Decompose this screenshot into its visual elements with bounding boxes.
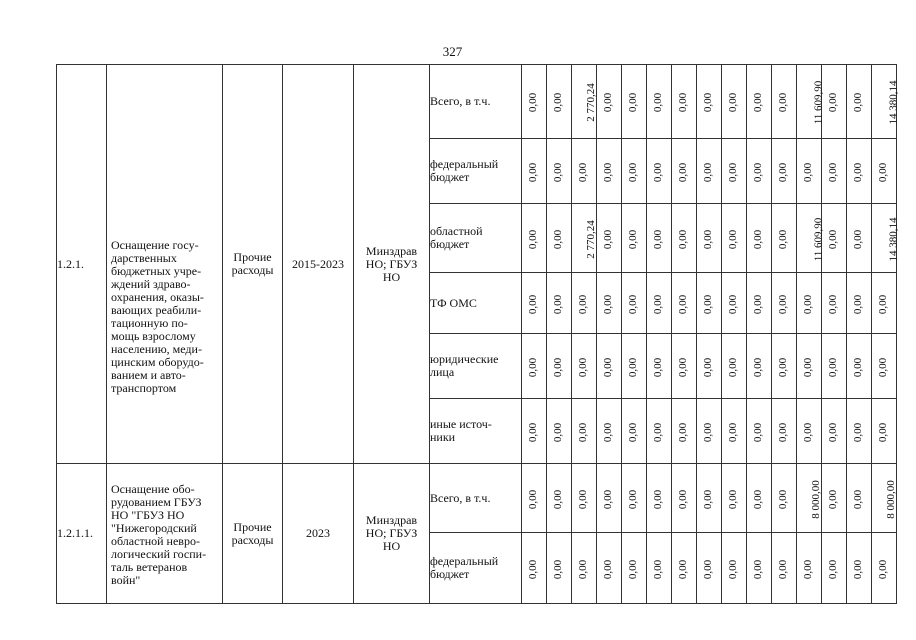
page-number: 327 (442, 44, 463, 59)
value-text: 0,00 (727, 559, 740, 579)
value-cell (522, 139, 547, 204)
value-text: 11 609,90 (812, 80, 825, 125)
value-text: 0,00 (827, 559, 840, 579)
value-text: 0,00 (627, 422, 640, 442)
value-cell (722, 533, 747, 604)
value-text: 0,00 (527, 489, 540, 509)
value-text: 0,00 (727, 422, 740, 442)
value-cell (672, 139, 697, 204)
value-text: 0,00 (852, 92, 865, 113)
value-cell (572, 334, 597, 399)
value-cell (797, 464, 822, 533)
value-text: 0,00 (802, 559, 815, 579)
value-cell (572, 533, 597, 604)
value-cell (747, 334, 772, 399)
value-text: 0,00 (802, 357, 815, 377)
value-text: 0,00 (552, 92, 565, 113)
value-text: 0,00 (527, 162, 540, 182)
value-text: 0,00 (777, 162, 790, 182)
funding-source-text: иные источ- ники (430, 417, 492, 444)
value-text: 14 380,14 (887, 217, 900, 261)
value-cell (797, 533, 822, 604)
value-text: 0,00 (777, 559, 790, 579)
value-cell (522, 334, 547, 399)
value-cell (722, 334, 747, 399)
value-cell (647, 533, 672, 604)
period-text: 2015-2023 (292, 256, 344, 271)
value-cell (847, 204, 872, 273)
value-cell (647, 399, 672, 464)
value-text: 0,00 (652, 229, 665, 249)
value-text: 0,00 (652, 559, 665, 579)
expense-type-text: Прочие расходы (231, 519, 274, 547)
value-cell (772, 533, 797, 604)
value-cell (672, 533, 697, 604)
expense-type (223, 464, 283, 604)
value-cell (522, 464, 547, 533)
value-cell (622, 65, 647, 139)
row-description-text: Оснащение обо- рудованием ГБУЗ НО "ГБУЗ НО "Нижегородский областной невро- логический госпи- таль ветеранов войн" (111, 482, 207, 587)
value-text: 0,00 (777, 229, 790, 249)
value-cell (822, 533, 847, 604)
funding-source (430, 204, 522, 273)
value-cell (872, 464, 897, 533)
value-text: 0,00 (827, 294, 840, 314)
value-text: 0,00 (777, 92, 790, 113)
value-cell (697, 273, 722, 334)
value-cell (597, 204, 622, 273)
value-text: 0,00 (727, 229, 740, 249)
value-cell (597, 273, 622, 334)
value-cell (572, 273, 597, 334)
period (283, 464, 354, 604)
value-text: 0,00 (777, 489, 790, 509)
executor (354, 65, 430, 464)
value-text: 0,00 (627, 357, 640, 377)
funding-source-text: федеральный бюджет (430, 554, 499, 581)
value-text: 0,00 (552, 294, 565, 314)
value-text: 0,00 (752, 92, 765, 113)
value-text: 0,00 (852, 357, 865, 377)
value-cell (547, 139, 572, 204)
value-cell (822, 139, 847, 204)
value-cell (572, 65, 597, 139)
value-cell (697, 204, 722, 273)
value-text: 0,00 (677, 422, 690, 442)
funding-source (430, 399, 522, 464)
value-text: 0,00 (602, 489, 615, 509)
value-text: 0,00 (677, 162, 690, 182)
value-text: 0,00 (677, 357, 690, 377)
value-text: 0,00 (602, 92, 615, 113)
value-cell (622, 139, 647, 204)
value-text: 0,00 (577, 559, 590, 579)
value-cell (572, 204, 597, 273)
value-cell (672, 65, 697, 139)
value-text: 0,00 (827, 422, 840, 442)
value-cell (822, 65, 847, 139)
value-cell (872, 399, 897, 464)
value-text: 0,00 (652, 357, 665, 377)
value-cell (572, 399, 597, 464)
value-cell (622, 533, 647, 604)
value-cell (847, 139, 872, 204)
funding-source-text: ТФ ОМС (430, 295, 477, 310)
value-cell (772, 334, 797, 399)
value-cell (547, 533, 572, 604)
value-cell (547, 273, 572, 334)
value-text: 0,00 (827, 162, 840, 182)
value-cell (747, 273, 772, 334)
value-text: 0,00 (627, 92, 640, 113)
value-text: 0,00 (827, 489, 840, 509)
value-text: 0,00 (777, 422, 790, 442)
value-cell (697, 139, 722, 204)
row-description (107, 65, 223, 464)
value-text: 0,00 (552, 357, 565, 377)
executor (354, 464, 430, 604)
value-cell (747, 399, 772, 464)
budget-table (56, 64, 900, 604)
value-cell (597, 399, 622, 464)
value-text: 0,00 (802, 162, 815, 182)
value-cell (797, 273, 822, 334)
value-text: 0,00 (727, 162, 740, 182)
value-cell (672, 334, 697, 399)
value-cell (522, 204, 547, 273)
value-text: 0,00 (777, 357, 790, 377)
value-cell (547, 399, 572, 464)
value-cell (672, 273, 697, 334)
value-text: 8 000,00 (809, 479, 822, 519)
value-text: 0,00 (852, 294, 865, 314)
value-text: 0,00 (552, 422, 565, 442)
value-cell (572, 139, 597, 204)
value-text: 8 000,00 (884, 479, 897, 519)
value-cell (647, 139, 672, 204)
value-cell (797, 334, 822, 399)
value-text: 0,00 (702, 357, 715, 377)
period (283, 65, 354, 464)
value-cell (872, 533, 897, 604)
value-text: 0,00 (852, 489, 865, 509)
value-cell (847, 334, 872, 399)
value-cell (797, 399, 822, 464)
value-text: 0,00 (602, 422, 615, 442)
value-cell (772, 273, 797, 334)
funding-source (430, 334, 522, 399)
row-description-text: Оснащение госу- дарственных бюджетных учре- ждений здраво- охранения, оказы- вающих реабили- тационную по- мощь взрослому населению, меди- цинским оборудо- ванием и авто- транспортом (111, 237, 204, 395)
value-text: 0,00 (602, 162, 615, 182)
value-cell (647, 273, 672, 334)
value-cell (722, 464, 747, 533)
value-cell (822, 273, 847, 334)
value-cell (747, 464, 772, 533)
value-cell (722, 399, 747, 464)
value-text: 0,00 (802, 294, 815, 314)
value-cell (797, 139, 822, 204)
funding-source-text: юридические лица (430, 352, 499, 379)
value-text: 0,00 (602, 229, 615, 249)
value-text: 0,00 (652, 489, 665, 509)
value-cell (547, 204, 572, 273)
row-code (57, 65, 107, 464)
value-text: 0,00 (527, 422, 540, 442)
value-text: 0,00 (752, 162, 765, 182)
value-cell (622, 464, 647, 533)
value-text: 0,00 (652, 92, 665, 113)
value-text: 0,00 (627, 294, 640, 314)
value-text: 0,00 (727, 92, 740, 113)
value-text: 0,00 (552, 162, 565, 182)
value-cell (697, 533, 722, 604)
value-cell (647, 334, 672, 399)
value-text: 0,00 (577, 357, 590, 377)
value-cell (847, 464, 872, 533)
value-text: 0,00 (877, 294, 890, 314)
value-cell (522, 65, 547, 139)
table-body (57, 65, 900, 604)
value-text: 0,00 (877, 357, 890, 377)
value-text: 0,00 (702, 229, 715, 249)
value-text: 0,00 (727, 294, 740, 314)
value-cell (797, 204, 825, 273)
value-cell (772, 139, 797, 204)
value-cell (847, 533, 872, 604)
value-cell (672, 204, 697, 273)
value-cell (622, 273, 647, 334)
value-text: 0,00 (602, 559, 615, 579)
value-text: 0,00 (752, 229, 765, 249)
value-text: 0,00 (727, 489, 740, 509)
value-cell (547, 334, 572, 399)
value-text: 0,00 (652, 294, 665, 314)
value-text: 0,00 (702, 162, 715, 182)
value-cell (722, 65, 747, 139)
value-text: 0,00 (627, 489, 640, 509)
value-cell (772, 399, 797, 464)
value-cell (522, 273, 547, 334)
value-text: 0,00 (752, 294, 765, 314)
value-text: 0,00 (752, 422, 765, 442)
value-cell (697, 464, 722, 533)
value-cell (822, 464, 847, 533)
value-text: 0,00 (777, 294, 790, 314)
value-cell (547, 65, 572, 139)
value-text: 0,00 (702, 489, 715, 509)
value-text: 0,00 (827, 92, 840, 113)
value-text: 0,00 (627, 559, 640, 579)
value-text: 0,00 (677, 294, 690, 314)
value-text: 0,00 (877, 162, 890, 182)
funding-source-text: федеральный бюджет (430, 157, 499, 184)
value-cell (847, 399, 872, 464)
row-code (57, 464, 107, 604)
value-cell (872, 204, 900, 273)
value-cell (772, 464, 797, 533)
value-text: 0,00 (852, 422, 865, 442)
table-row (57, 464, 897, 533)
value-cell (797, 65, 825, 139)
value-cell (722, 273, 747, 334)
value-cell (872, 334, 897, 399)
value-cell (622, 204, 647, 273)
value-cell (822, 334, 847, 399)
expense-type (223, 65, 283, 464)
value-cell (572, 464, 597, 533)
value-text: 0,00 (852, 162, 865, 182)
value-text: 0,00 (877, 559, 890, 579)
value-cell (522, 399, 547, 464)
value-text: 0,00 (752, 489, 765, 509)
value-text: 0,00 (527, 294, 540, 314)
value-cell (722, 139, 747, 204)
funding-source-text: областной бюджет (430, 224, 483, 251)
value-cell (597, 65, 622, 139)
value-text: 0,00 (677, 489, 690, 509)
value-cell (772, 204, 797, 273)
value-text: 0,00 (702, 92, 715, 113)
value-cell (622, 399, 647, 464)
value-text: 0,00 (852, 229, 865, 249)
value-text: 0,00 (877, 422, 890, 442)
row-code-text: 1.2.1. (57, 256, 84, 271)
table-row (57, 65, 897, 139)
value-text: 0,00 (702, 422, 715, 442)
value-text: 0,00 (577, 489, 590, 509)
value-text: 0,00 (752, 357, 765, 377)
value-text: 0,00 (527, 559, 540, 579)
value-cell (597, 334, 622, 399)
value-text: 0,00 (702, 559, 715, 579)
executor-text: Минздрав НО; ГБУЗ НО (365, 243, 418, 284)
period-text: 2023 (306, 526, 330, 540)
funding-source (430, 65, 522, 139)
row-code-text: 1.2.1.1. (57, 526, 93, 540)
value-cell (847, 65, 872, 139)
value-text: 0,00 (827, 229, 840, 249)
value-cell (697, 399, 722, 464)
value-cell (522, 533, 547, 604)
value-text: 0,00 (552, 229, 565, 249)
value-text: 0,00 (527, 357, 540, 377)
value-cell (672, 464, 697, 533)
value-text: 0,00 (677, 559, 690, 579)
value-cell (772, 65, 797, 139)
value-cell (822, 204, 847, 273)
value-text: 0,00 (702, 294, 715, 314)
value-text: 0,00 (827, 357, 840, 377)
value-cell (747, 139, 772, 204)
value-cell (597, 533, 622, 604)
value-text: 14 380,14 (887, 80, 900, 125)
value-text: 0,00 (677, 229, 690, 249)
funding-source (430, 464, 522, 533)
value-text: 2 770,24 (584, 83, 597, 122)
value-text: 0,00 (527, 229, 540, 249)
funding-source-text: Всего, в т.ч. (430, 490, 491, 505)
value-cell (847, 273, 872, 334)
funding-source (430, 533, 522, 604)
value-text: 0,00 (852, 559, 865, 579)
value-cell (747, 533, 772, 604)
value-text: 0,00 (652, 162, 665, 182)
funding-source-text: Всего, в т.ч. (430, 94, 491, 108)
value-text: 0,00 (577, 294, 590, 314)
value-cell (647, 464, 672, 533)
value-text: 11 609,90 (812, 217, 825, 261)
value-text: 0,00 (527, 92, 540, 113)
value-cell (872, 139, 897, 204)
value-cell (547, 464, 572, 533)
value-cell (697, 334, 722, 399)
value-cell (622, 334, 647, 399)
value-cell (822, 399, 847, 464)
value-text: 0,00 (602, 294, 615, 314)
value-cell (747, 204, 772, 273)
value-text: 0,00 (552, 489, 565, 509)
funding-source (430, 139, 522, 204)
value-text: 0,00 (552, 559, 565, 579)
value-text: 0,00 (602, 357, 615, 377)
value-cell (872, 65, 900, 139)
value-cell (722, 204, 747, 273)
row-description (107, 464, 223, 604)
value-cell (597, 139, 622, 204)
value-text: 0,00 (752, 559, 765, 579)
value-cell (697, 65, 722, 139)
value-cell (672, 399, 697, 464)
value-cell (872, 273, 897, 334)
executor-text: Минздрав НО; ГБУЗ НО (365, 513, 418, 553)
value-text: 0,00 (577, 162, 590, 182)
value-text: 0,00 (627, 229, 640, 249)
value-cell (647, 65, 672, 139)
value-text: 2 770,24 (584, 219, 597, 259)
funding-source (430, 273, 522, 334)
value-text: 0,00 (652, 422, 665, 442)
value-cell (647, 204, 672, 273)
value-text: 0,00 (677, 92, 690, 113)
value-text: 0,00 (802, 422, 815, 442)
value-text: 0,00 (577, 422, 590, 442)
value-cell (747, 65, 772, 139)
value-text: 0,00 (727, 357, 740, 377)
value-text: 0,00 (627, 162, 640, 182)
value-cell (597, 464, 622, 533)
expense-type-text: Прочие расходы (231, 250, 274, 277)
